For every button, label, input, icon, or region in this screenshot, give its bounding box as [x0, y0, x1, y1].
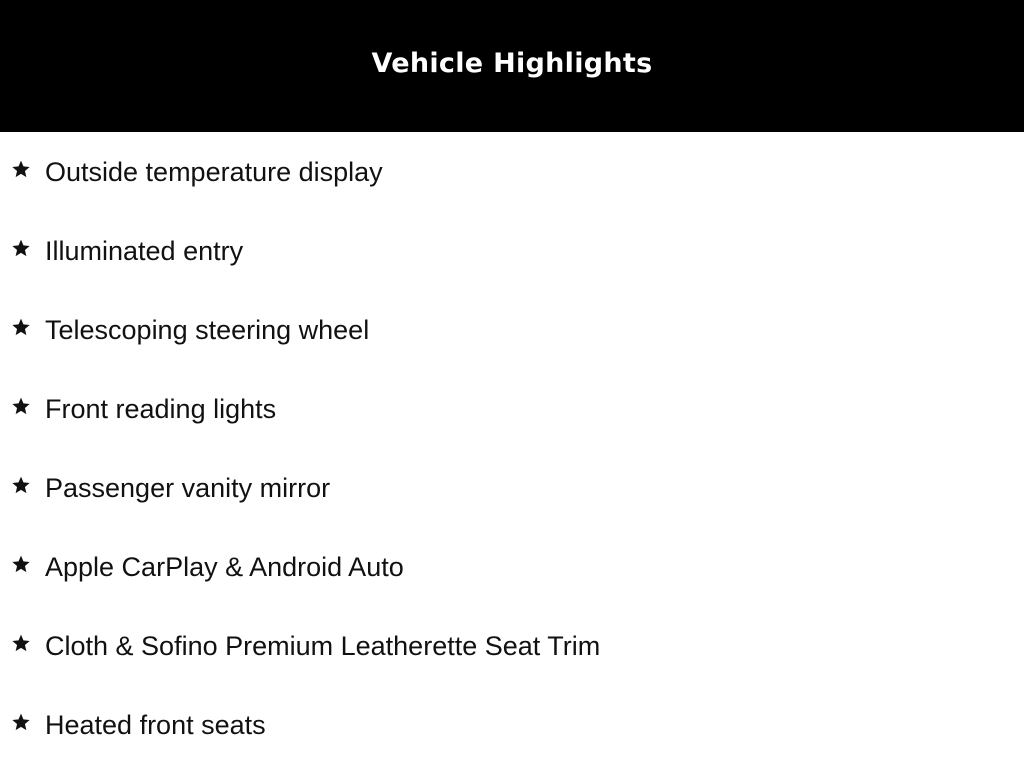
feature-item	[0, 448, 1024, 527]
feature-item	[0, 211, 1024, 290]
page-title: Vehicle Highlights	[371, 47, 653, 79]
star-icon	[11, 238, 31, 258]
star-icon	[11, 396, 31, 416]
feature-label: Front reading lights	[45, 394, 277, 424]
feature-label: Heated front seats	[45, 710, 266, 740]
feature-label: Telescoping steering wheel	[45, 315, 370, 345]
feature-label: Apple CarPlay & Android Auto	[45, 552, 404, 582]
star-icon	[11, 712, 31, 732]
feature-label: Outside temperature display	[45, 157, 383, 187]
feature-item	[0, 132, 1024, 211]
star-icon	[11, 554, 31, 574]
star-icon	[11, 633, 31, 653]
feature-list	[0, 132, 1024, 764]
feature-item	[0, 606, 1024, 685]
feature-item	[0, 685, 1024, 764]
star-icon	[11, 317, 31, 337]
feature-item	[0, 527, 1024, 606]
page-header	[0, 0, 1024, 132]
feature-item	[0, 290, 1024, 369]
feature-label: Passenger vanity mirror	[45, 473, 331, 503]
star-icon	[11, 159, 31, 179]
feature-label: Illuminated entry	[45, 236, 244, 266]
star-icon	[11, 475, 31, 495]
feature-item	[0, 369, 1024, 448]
feature-label: Cloth & Sofino Premium Leatherette Seat Trim	[45, 631, 601, 661]
